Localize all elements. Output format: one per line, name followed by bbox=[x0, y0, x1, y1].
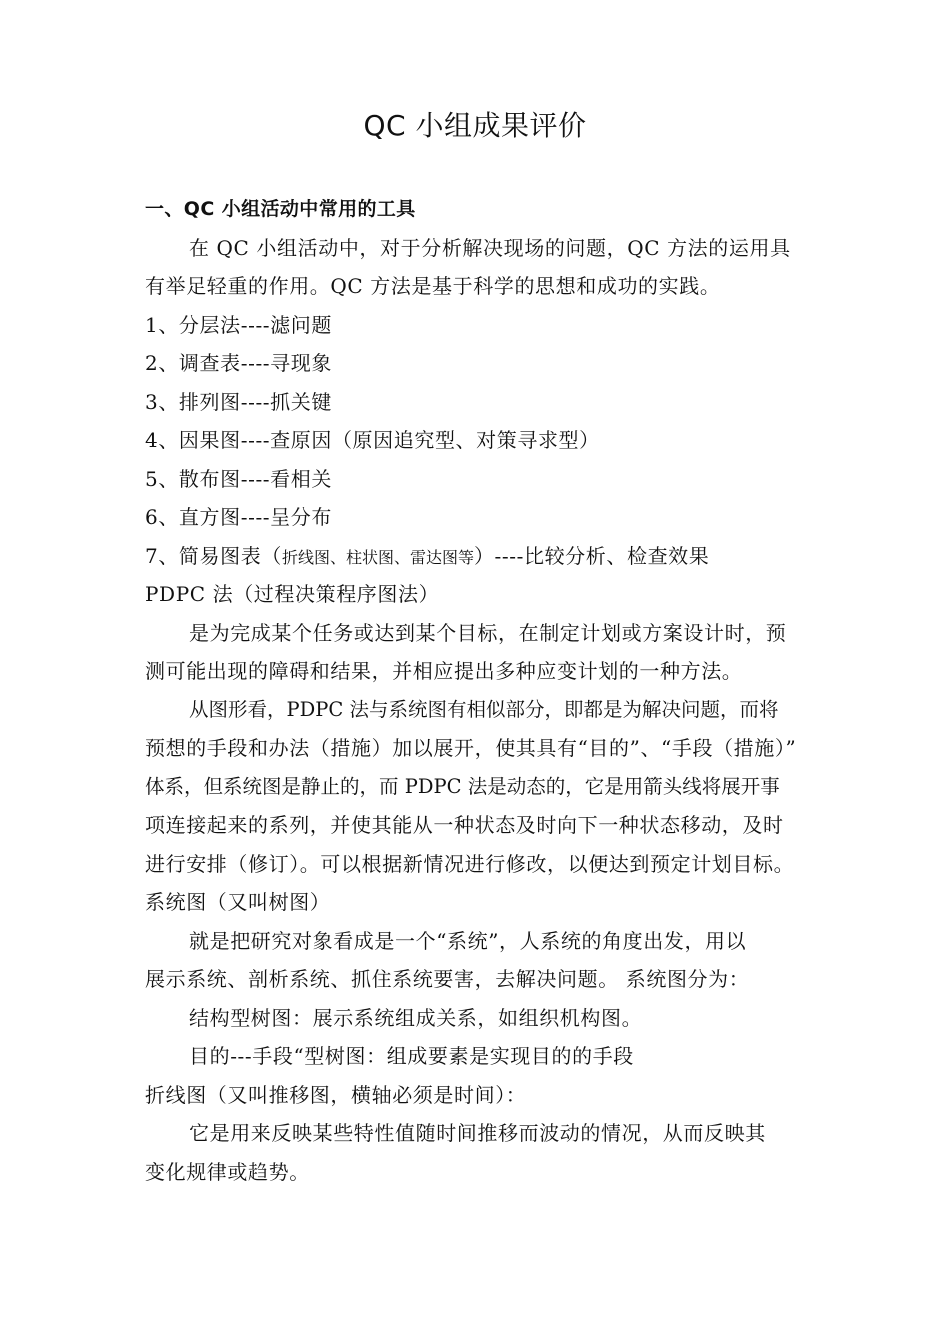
intro-line: 在 QC 小组活动中，对于分析解决现场的问题，QC 方法的运用具 bbox=[189, 235, 791, 260]
pdpc-paragraph-line: 从图形看，PDPC 法与系统图有相似部分，即都是为解决问题，而将 bbox=[189, 697, 779, 721]
document-title: QC 小组成果评价 bbox=[363, 109, 587, 142]
system-diagram-heading: 系统图（又叫树图） bbox=[145, 890, 331, 914]
tool7-chart-types: 折线图、柱状图、雷达图等 bbox=[281, 547, 474, 567]
tool-item: 4、因果图----查原因（原因追究型、对策寻求型） bbox=[145, 428, 600, 452]
pdpc-paragraph-line: 进行安排（修订）。可以根据新情况进行修改，以便达到预定计划目标。 bbox=[145, 851, 795, 876]
intro-line: 有举足轻重的作用。QC 方法是基于科学的思想和成功的实践。 bbox=[145, 274, 721, 298]
pdpc-paragraph-line: 测可能出现的障碍和结果，并相应提出多种应变计划的一种方法。 bbox=[145, 659, 743, 683]
pdpc-paragraph-line: 项连接起来的系列，并使其能从一种状态及时向下一种状态移动，及时 bbox=[145, 813, 784, 837]
system-diagram-type: 结构型树图：展示系统组成关系，如组织机构图。 bbox=[189, 1005, 643, 1030]
system-diagram-paragraph-line: 就是把研究对象看成是一个“系统”，人系统的角度出发，用以 bbox=[189, 928, 747, 953]
tool-item: 1、分层法----滤问题 bbox=[145, 312, 332, 337]
tool-item: 6、直方图----呈分布 bbox=[145, 505, 332, 529]
tool7-prefix: 7、简易图表（ bbox=[145, 543, 282, 568]
line-chart-paragraph-line: 变化规律或趋势。 bbox=[145, 1159, 310, 1184]
pdpc-paragraph-line: 预想的手段和办法（措施）加以展开，使其具有“目的”、“手段（措施）” bbox=[145, 736, 797, 760]
system-diagram-type: 目的---手段“型树图：组成要素是实现目的的手段 bbox=[189, 1044, 634, 1068]
tool-item: 5、散布图----看相关 bbox=[145, 466, 332, 491]
line-chart-paragraph-line: 它是用来反映某些特性值随时间推移而波动的情况，从而反映其 bbox=[189, 1121, 766, 1145]
tool-item-7 bbox=[145, 537, 810, 576]
system-diagram-paragraph-line: 展示系统、剖析系统、抓住系统要害，去解决问题。 系统图分为： bbox=[145, 967, 750, 991]
tool-item: 2、调查表----寻现象 bbox=[145, 351, 332, 375]
pdpc-paragraph-line: 是为完成某个任务或达到某个目标，在制定计划或方案设计时，预 bbox=[189, 620, 787, 645]
line-chart-heading: 折线图（又叫推移图，横轴必须是时间）： bbox=[145, 1082, 527, 1107]
pdpc-paragraph-line: 体系，但系统图是静止的，而 PDPC 法是动态的，它是用箭头线将展开事 bbox=[145, 774, 780, 798]
section-heading: 一、QC 小组活动中常用的工具 bbox=[145, 198, 416, 220]
document-body bbox=[145, 190, 810, 1191]
tool7-suffix: ）----比较分析、检查效果 bbox=[473, 543, 710, 568]
tool-item: 3、排列图----抓关键 bbox=[145, 389, 332, 414]
pdpc-heading: PDPC 法（过程决策程序图法） bbox=[145, 582, 440, 606]
